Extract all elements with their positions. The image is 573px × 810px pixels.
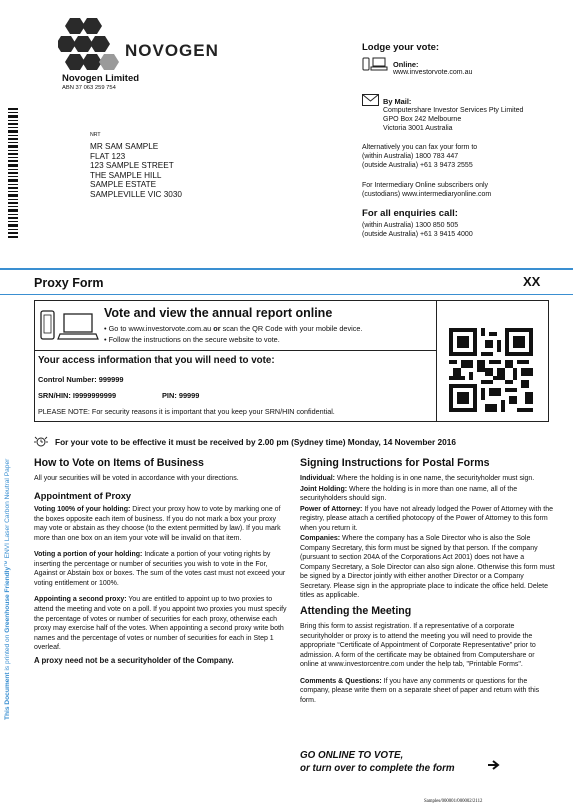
voting-portion-paragraph bbox=[34, 550, 289, 588]
joint-label: Joint Holding: bbox=[300, 485, 348, 493]
poa-paragraph bbox=[300, 505, 555, 534]
footer-code: Samples/000001/000002/2112 bbox=[424, 799, 483, 804]
second-proxy-text: You are entitled to appoint up to two proxies to attend the meeting and vote on a poll. If you appoint two proxies you must specify the percentage of votes or number of securities for each proxy, otherwise each proxy may exercise half of the votes. When appointing a second proxy write both names and the percentage of votes or number of securities for each in Step 1 overleaf. bbox=[34, 596, 287, 652]
deadline-notice: For your vote to be effective it must be received by 2.00 pm (Sydney time) Monday, 14 November 2016 bbox=[55, 437, 456, 447]
form-code: XX bbox=[523, 274, 541, 289]
address-line: SAMPLEVILLE VIC 3030 bbox=[90, 189, 182, 199]
voting-100-label: Voting 100% of your holding: bbox=[34, 506, 131, 514]
intermediary-line: (custodians) www.intermediaryonline.com bbox=[362, 191, 492, 199]
box-divider-vertical bbox=[436, 300, 437, 422]
comments-label: Comments & Questions: bbox=[300, 677, 382, 685]
second-proxy-label: Appointing a second proxy: bbox=[34, 596, 127, 604]
individual-label: Individual: bbox=[300, 475, 335, 483]
computer-icon bbox=[362, 57, 388, 71]
intermediary-line: For Intermediary Online subscribers only bbox=[362, 182, 489, 189]
box-divider-horizontal bbox=[34, 350, 437, 351]
comments-paragraph bbox=[300, 677, 555, 706]
poa-label: Power of Attorney: bbox=[300, 505, 363, 513]
attending-heading: Attending the Meeting bbox=[300, 604, 412, 617]
sidebar-pre: This Document bbox=[4, 672, 11, 720]
voting-portion-label: Voting a portion of your holding: bbox=[34, 551, 143, 559]
enquiries-info bbox=[362, 221, 473, 239]
security-note: PLEASE NOTE: For security reasons it is important that you keep your SRN/HIN confidential. bbox=[38, 407, 335, 416]
sidebar-brand: Greenhouse Friendly bbox=[4, 566, 11, 633]
voting-portion-text: Indicate a portion of your voting rights by inserting the percentage or number of securities you wish to vote in the For, Against or Abstain box or boxes. The sum of the votes cast must not exceed your voting entitlement or 100%. bbox=[34, 551, 286, 587]
barcode-icon bbox=[8, 108, 18, 238]
abn-number: ABN 37 063 259 754 bbox=[62, 85, 116, 91]
comments-text: If you have any comments or questions for the company, please write them on a separate sheet of paper and return with this form. bbox=[300, 677, 540, 704]
paper-notice-sidebar bbox=[4, 459, 12, 720]
appointment-heading: Appointment of Proxy bbox=[34, 490, 132, 501]
right-column bbox=[300, 457, 555, 712]
sidebar-post: ENVI Laser Carbon Neutral Paper bbox=[4, 458, 11, 561]
brand-name: NOVOGEN bbox=[125, 41, 219, 60]
signing-heading: Signing Instructions for Postal Forms bbox=[300, 457, 490, 469]
online-label: Online: bbox=[393, 60, 419, 69]
turn-over-cta: or turn over to complete the form bbox=[300, 763, 455, 774]
fax-line: (outside Australia) +61 3 9473 2555 bbox=[362, 162, 473, 170]
mailing-address bbox=[90, 142, 182, 200]
address-line: 123 SAMPLE STREET bbox=[90, 161, 174, 171]
fax-info bbox=[362, 143, 477, 170]
title-divider bbox=[0, 294, 573, 295]
vote-bullet-1: • Go to www.investorvote.com.au or scan the QR Code with your mobile device. bbox=[104, 324, 363, 333]
voting-100-text: Direct your proxy how to vote by marking one of the boxes opposite each item of business. If you do not mark a box your proxy may vote or abstain as they choose (to the extent permitted by law). If you mark more than one box on an item your vote will be invalid on that item. bbox=[34, 506, 281, 542]
bullet-text: Follow the instructions on the secure website to vote. bbox=[108, 335, 280, 344]
sidebar-tm: ™ bbox=[4, 560, 11, 567]
bullet-text: scan the QR Code with your mobile device. bbox=[220, 324, 363, 333]
companies-text: Where the company has a Sole Director who is also the Sole Company Secretary, this form must be signed by that person. If the company (pursuant to section 204A of the Corporations Act 2001) does not have a Company Secretary, a Sole Director can also sign alone. Otherwise this form must be signed by a Director jointly with either another Director or a Company Secretary. Please sign in the appropriate place to indicate the office held. Delete titles as applicable. bbox=[300, 535, 555, 600]
proxy-not-holder-note: A proxy need not be a securityholder of the Company. bbox=[34, 655, 234, 665]
joint-text: Where the holding is in more than one name, all of the securityholders should sign. bbox=[300, 485, 518, 503]
enquiries-line: (within Australia) 1300 850 505 bbox=[362, 222, 459, 229]
vote-online-title: Vote and view the annual report online bbox=[104, 306, 333, 320]
bullet-text: Go to www.investorvote.com.au bbox=[108, 324, 214, 333]
companies-label: Companies: bbox=[300, 535, 341, 543]
sidebar-mid: is printed on bbox=[4, 632, 11, 673]
address-line: FLAT 123 bbox=[90, 151, 126, 161]
vote-bullet-2: • Follow the instructions on the secure website to vote. bbox=[104, 335, 280, 344]
fax-line: Alternatively you can fax your form to bbox=[362, 144, 478, 151]
form-title: Proxy Form bbox=[34, 276, 104, 290]
lodge-title: Lodge your vote: bbox=[362, 42, 440, 53]
go-online-cta: GO ONLINE TO VOTE, bbox=[300, 750, 404, 761]
arrow-right-icon bbox=[488, 760, 500, 770]
top-divider bbox=[0, 268, 573, 270]
enquiries-line: (outside Australia) +61 3 9415 4000 bbox=[362, 231, 473, 239]
individual-paragraph bbox=[300, 474, 555, 484]
second-proxy-paragraph bbox=[34, 595, 289, 652]
srn-hin: SRN/HIN: I9999999999 bbox=[38, 391, 117, 400]
how-to-vote-text: All your securities will be voted in accordance with your directions. bbox=[34, 475, 239, 483]
mail-label: By Mail: bbox=[383, 97, 412, 106]
individual-text: Where the holding is in one name, the securityholder must sign. bbox=[336, 475, 535, 483]
nrt-code: NRT bbox=[90, 132, 101, 138]
access-info-title: Your access information that you will need to vote: bbox=[38, 355, 275, 366]
company-name: Novogen Limited bbox=[62, 73, 140, 84]
address-line: MR SAM SAMPLE bbox=[90, 142, 159, 151]
pin-number: PIN: 99999 bbox=[162, 391, 200, 400]
how-to-vote-heading: How to Vote on Items of Business bbox=[34, 457, 204, 469]
envelope-icon bbox=[362, 94, 379, 106]
mail-line: GPO Box 242 Melbourne bbox=[383, 116, 462, 124]
bullet-or: or bbox=[213, 324, 221, 333]
online-url: www.investorvote.com.au bbox=[393, 69, 473, 76]
attending-text: Bring this form to assist registration. If a representative of a corporate securityholder or proxy is to attend the meeting you will need to provide the appropriate “Certificate of Appointment of Corporate Representative” prior to admission. A form of the certificate may be obtained from Computershare or online at www.investorcentre.com under the help tab, "Printable Forms". bbox=[300, 623, 536, 669]
enquiries-title: For all enquiries call: bbox=[362, 208, 458, 219]
left-column bbox=[34, 457, 289, 665]
qr-code-icon[interactable] bbox=[449, 328, 533, 412]
mobile-laptop-icon bbox=[40, 310, 100, 342]
mail-address bbox=[383, 106, 523, 133]
voting-100-paragraph bbox=[34, 505, 289, 543]
joint-paragraph bbox=[300, 485, 555, 504]
alarm-clock-icon bbox=[34, 435, 48, 447]
fax-line: (within Australia) 1800 783 447 bbox=[362, 153, 459, 161]
intermediary-info bbox=[362, 181, 491, 199]
poa-text: If you have not already lodged the Power of Attorney with the registry, please attach a certified photocopy of the Power of Attorney to this form when you return it. bbox=[300, 505, 554, 532]
control-number: Control Number: 999999 bbox=[38, 375, 124, 384]
address-line: SAMPLE ESTATE bbox=[90, 180, 157, 190]
companies-paragraph bbox=[300, 534, 555, 601]
mail-line: Victoria 3001 Australia bbox=[383, 125, 453, 133]
mail-line: Computershare Investor Services Pty Limited bbox=[383, 107, 524, 114]
address-line: THE SAMPLE HILL bbox=[90, 170, 162, 180]
